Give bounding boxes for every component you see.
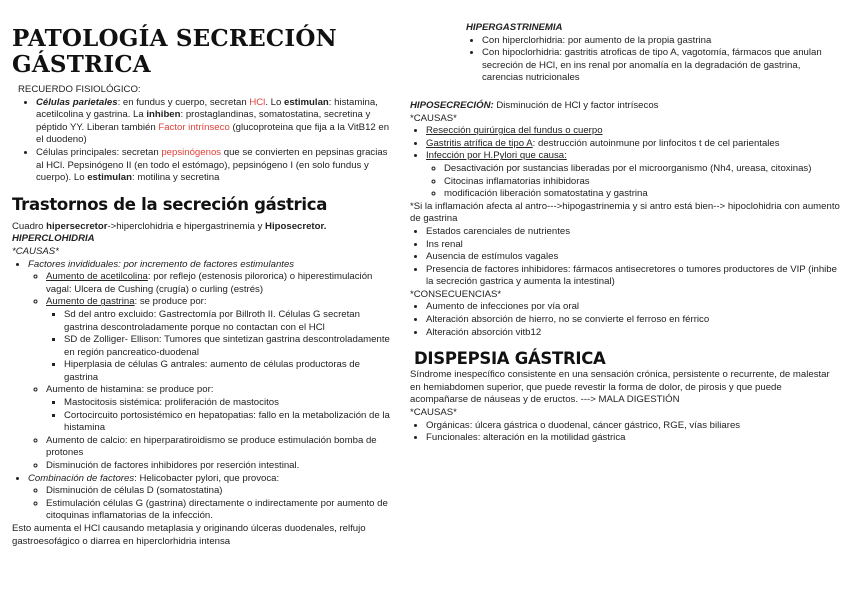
histamina-sublist <box>46 397 392 435</box>
list-item: • Ins renal <box>426 239 840 252</box>
gastrina-sublist <box>46 309 392 385</box>
list-item: • Ausencia de estímulos vagales <box>426 251 840 264</box>
otros-list <box>410 226 840 289</box>
list-item: ▪ Mastocitosis sistémica: proliferación de mastocitos <box>64 397 392 410</box>
list-item: • Combinación de factores: Helicobacter pylori, que provoca: ◦ Disminución de células D (somatostatina) ◦ Estimulación células G (gastrina) directamente o indirectamente por aumento de citoquinas inflamatorias de la infección. <box>28 473 392 523</box>
dispepsia-causas-label: *CAUSAS* <box>410 407 457 419</box>
right-column <box>410 0 840 445</box>
list-item: ◦ Desactivación por sustancias liberadas por el microorganismo (Nh4, ureasa, citoxinas) <box>444 163 840 176</box>
hiposecrecion-line: HIPOSECRECIÓN: Disminución de HCl y factor intrísecos <box>410 99 659 111</box>
causas-label: *CAUSAS* <box>410 112 457 124</box>
recuerdo-heading: RECUERDO FISIOLÓGICO: <box>18 84 141 95</box>
list-item: • Con hipoclorhidria: gastritis atroficas de tipo A, vagotomía, fármacos que anulan secreción de HCl, en ins renal por anomalía en la degradación de gastrina, carencias nutricionales <box>482 47 840 85</box>
hiposec-causas-list <box>410 125 840 201</box>
list-item: ▪ Sd del antro excluido: Gastrectomía por Billroth II. Células G secretan gastrina descontroladamente porque no contactan con el HCl <box>64 309 392 334</box>
hiperclohidria-title: HIPERCLOHIDRIA <box>12 233 95 245</box>
recuerdo-list <box>12 97 392 185</box>
list-item: ◦ Disminución de factores inhibidores por reserción intestinal. <box>46 460 392 473</box>
left-column <box>12 0 392 548</box>
trastornos-title: Trastornos de la secreción gástrica <box>12 194 328 214</box>
list-item: ◦ Aumento de histamina: se produce por: ▪ Mastocitosis sistémica: proliferación de mastocitos ▪ Cortocircuito portosistémico en hepatopatias: fallo en la metabolización de la histamina <box>46 384 392 434</box>
combinacion-sublist <box>28 485 392 523</box>
list-item: ▪ Cortocircuito portosistémico en hepatopatias: fallo en la metabolización de la histamina <box>64 410 392 435</box>
consecuencias-label: *CONSECUENCIAS* <box>410 288 502 300</box>
final-text: Esto aumenta el HCl causando metaplasia y originando úlceras duodenales, relfujo gastroesofágico o diarrea en hiperclorhidria intensa <box>12 523 366 547</box>
list-item: • Células principales: secretan pepsinógenos que se convierten en pepsinas gracias al HCl. Pepsinógeno II (en todo el estómago), pepsinógeno I (en solo fundus y cuerpo). Lo estimulan: motilina y secretina <box>36 147 392 185</box>
list-item: • Infección por H.Pylori que causa: ◦ Desactivación por sustancias liberadas por el microorganismo (Nh4, ureasa, citoxinas) ◦ Citocinas inflamatorias inhibidoras ◦ modificación liberación somatostatina y gastrina <box>426 150 840 200</box>
list-item: • Funcionales: alteración en la motilidad gástrica <box>426 432 840 445</box>
cuadro-text: Cuadro hipersecretor->hiperclohidria e hipergastrinemia y Hiposecretor. <box>12 220 327 232</box>
hiperclo-causas-list <box>12 259 392 523</box>
list-item: ◦ Estimulación células G (gastrina) directamente o indirectamente por aumento de citoquinas inflamatorias de la infección. <box>46 498 392 523</box>
list-item: • Resección quirúrgica del fundus o cuerpo <box>426 125 840 138</box>
infeccion-sublist <box>426 163 840 201</box>
list-item: ▪ SD de Zolliger- Ellison: Tumores que sintetizan gastrina descontroladamente en región pancreatico-duodenal <box>64 334 392 359</box>
list-item: • Células parietales: en fundus y cuerpo, secretan HCl. Lo estimulan: histamina, acetilcolina y gastrina. La inhiben: prostaglandinas, somatostatina, secretina y péptido YY. Liberan también Factor intrínseco (glucoproteina que fija a la VitB12 en el duodeno) <box>36 97 392 147</box>
list-item: ◦ Aumento de acetilcolina: por reflejo (estenosis pilororica) o hiperestimulación vagal: Ulcera de Cushing (crugía) o curling (estrés) <box>46 271 392 296</box>
list-item: ◦ Aumento de calcio: en hiperparatiroidismo se produce estimulación bomba de protones <box>46 435 392 460</box>
list-item: • Con hiperclorhidria: por aumento de la propia gastrina <box>482 35 840 48</box>
list-item: ◦ Citocinas inflamatorias inhibidoras <box>444 176 840 189</box>
list-item: • Orgánicas: úlcera gástrica o duodenal, cáncer gástrico, RGE, vías biliares <box>426 420 840 433</box>
dispepsia-text: Síndrome inespecífico consistente en una sensación crónica, persistente o recurrente, de malestar en hemiabdomen superior, que puede revestir la forma de dolor, de pirosis y que puede acompañarse de náuseas y de eructos. ---> MALA DIGESTIÓN <box>410 369 830 406</box>
hipergastrinemia-list <box>410 35 840 85</box>
list-item: ◦ modificación liberación somatostatina y gastrina <box>444 188 840 201</box>
list-item: ◦ Disminución de células D (somatostatina) <box>46 485 392 498</box>
inflamacion-note: *Si la inflamación afecta al antro--->hipogastrinemia y si antro está bien--> hipoclohidria con aumento de gastrina <box>410 200 840 225</box>
dispepsia-title: DISPEPSIA GÁSTRICA <box>414 349 606 369</box>
list-item: • Aumento de infecciones por vía oral <box>426 301 840 314</box>
causas-label: *CAUSAS* <box>12 245 59 257</box>
dispepsia-causas-list <box>410 420 840 445</box>
list-item: • Presencia de factores inhibidores: fármacos antisecretores o tumores productores de VIP (inhibe la secreción gastrica y aumenta la intestinal) <box>426 264 840 289</box>
page-title: PATOLOGÍA SECRECIÓN GÁSTRICA <box>12 25 337 78</box>
list-item: ◦ Aumento de gastrina: se produce por: ▪ Sd del antro excluido: Gastrectomía por Billroth II. Células G secretan gastrina descontroladamente porque no contactan con el HCl ▪ SD de Zolliger- Ellison: Tumores que sintetizan gastrina descontroladamente en región pancreatico-duodenal ▪ Hiperplasia de células G antrales: aumento de células productoras de gastrina <box>46 296 392 384</box>
indiv-sublist <box>28 271 392 473</box>
list-item: • Gastritis atrífica de tipo A: destrucción autoinmune por linfocitos t de cel parientales <box>426 138 840 151</box>
list-item: • Alteración absorción vitb12 <box>426 327 840 340</box>
list-item: • Estados carenciales de nutrientes <box>426 226 840 239</box>
consecuencias-list <box>410 301 840 339</box>
list-item: ▪ Hiperplasia de células G antrales: aumento de células productoras de gastrina <box>64 359 392 384</box>
hipergastrinemia-title: HIPERGASTRINEMIA <box>466 22 563 33</box>
list-item: • Alteración absorción de hierro, no se convierte el ferroso en férrico <box>426 314 840 327</box>
list-item: • Factores invididuales: por incremento de factores estimulantes ◦ Aumento de acetilcolina: por reflejo (estenosis pilororica) o hiperestimulación vagal: Ulcera de Cushing (crugía) o curling (estrés) ◦ Aumento de gastrina: se produce por: ▪ Sd del antro excluido: Gastrectomía por Billroth II. Células G secretan gastrina descontroladamente porque no contactan con el HCl ▪ SD de Zolliger- Ellison: Tumores que sintetizan gastrina descontroladamente en región pancreatico-duodenal ▪ Hiperplasia de células G antrales: aumento de células productoras de gastrina ◦ Aumento de histamina: se produce por: ▪ Mastocitosis sistémica: proliferación de mastocitos ▪ Cortocircuito portosistémico en hepatopatias: fallo en la metabolización de la histamina ◦ Aumento de calcio: en hiperparatiroidismo se produce estimulación bomba de protones ◦ Disminución de factores inhibidores por reserción intestinal. <box>28 259 392 473</box>
